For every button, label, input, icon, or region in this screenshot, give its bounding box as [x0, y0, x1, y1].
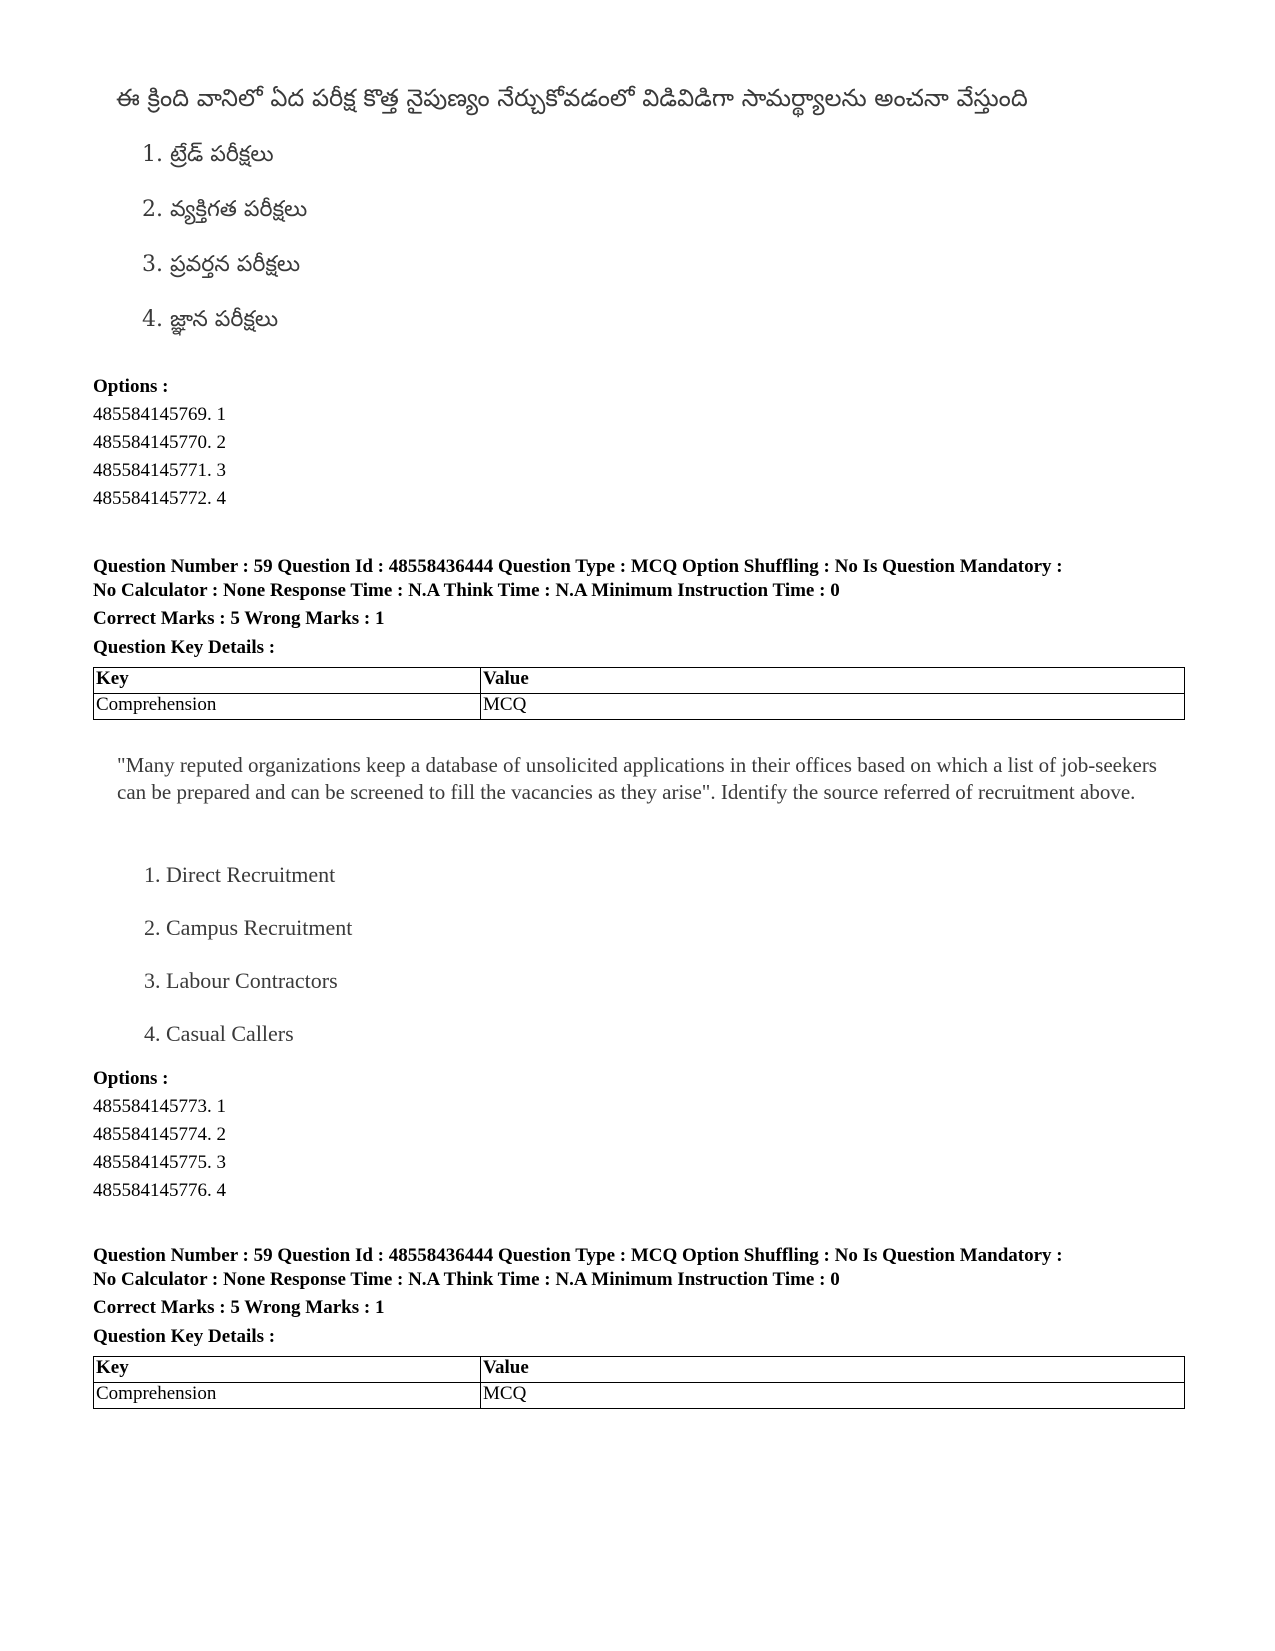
image-option-1: 1. Direct Recruitment: [144, 862, 336, 887]
key-details-label: Question Key Details :: [93, 636, 276, 658]
image-option-3: 3. Labour Contractors: [144, 968, 338, 993]
header-value: Value: [481, 668, 1185, 694]
question-image-english: [117, 752, 1177, 1052]
question-meta-line-2: No Calculator : None Response Time : N.A Think Time : N.A Minimum Instruction Time : 0: [93, 579, 840, 601]
question-text: "Many reputed organizations keep a database of unsolicited applications in their offices based on which a list of job-seekers can be prepared and can be screened to fill the vacancies as they arise". Identify the source referred of recruitment above.: [117, 753, 1157, 804]
question-meta-line-2: No Calculator : None Response Time : N.A Think Time : N.A Minimum Instruction Time : 0: [93, 1268, 840, 1290]
header-key: Key: [94, 1357, 481, 1383]
question-meta-line-1: Question Number : 59 Question Id : 48558436444 Question Type : MCQ Option Shuffling : No Is Question Mandatory :: [93, 1245, 1063, 1266]
question-key-table: [93, 667, 1185, 720]
question-meta: [93, 555, 1193, 659]
key-details-label: Question Key Details :: [93, 1325, 276, 1347]
option-item: 485584145775. 3: [93, 1152, 226, 1173]
marks-line: Correct Marks : 5 Wrong Marks : 1: [93, 608, 385, 629]
question-text: ఈ క్రింది వానిలో ఏద పరీక్ష కొత్త నైపుణ్యం నేర్చుకోవడంలో విడివిడిగా సామర్థ్యాలను అంచనా వేస్తుంది: [116, 84, 1028, 112]
cell-key: Comprehension: [94, 1383, 481, 1409]
option-item: 485584145772. 4: [93, 488, 226, 509]
image-option-4: 4. జ్ఞాన పరీక్షలు: [142, 307, 279, 332]
cell-key: Comprehension: [94, 694, 481, 720]
option-item: 485584145771. 3: [93, 460, 226, 481]
option-item: 485584145774. 2: [93, 1124, 226, 1145]
image-option-1: 1. ట్రేడ్ పరీక్షలు: [142, 142, 274, 167]
question-key-table: [93, 1356, 1185, 1409]
option-item: 485584145776. 4: [93, 1180, 226, 1201]
marks-line: Correct Marks : 5 Wrong Marks : 1: [93, 1297, 385, 1318]
option-item: 485584145770. 2: [93, 432, 226, 453]
table-row: [94, 694, 1185, 720]
question-meta-line-1: Question Number : 59 Question Id : 48558436444 Question Type : MCQ Option Shuffling : No Is Question Mandatory :: [93, 556, 1063, 577]
options-list: [93, 373, 226, 513]
option-item: 485584145769. 1: [93, 404, 226, 425]
question-meta: [93, 1244, 1193, 1348]
options-label: Options :: [93, 376, 169, 397]
table-header-row: [94, 668, 1185, 694]
cell-value: MCQ: [481, 694, 1185, 720]
image-option-2: 2. వ్యక్తిగత పరీక్షలు: [142, 197, 308, 222]
image-option-3: 3. ప్రవర్తన పరీక్షలు: [142, 252, 301, 277]
table-header-row: [94, 1357, 1185, 1383]
image-option-4: 4. Casual Callers: [144, 1021, 294, 1046]
cell-value: MCQ: [481, 1383, 1185, 1409]
table-row: [94, 1383, 1185, 1409]
header-value: Value: [481, 1357, 1185, 1383]
question-image-telugu: [116, 84, 1166, 354]
header-key: Key: [94, 668, 481, 694]
options-label: Options :: [93, 1068, 169, 1089]
options-list: [93, 1065, 226, 1205]
option-item: 485584145773. 1: [93, 1096, 226, 1117]
image-option-2: 2. Campus Recruitment: [144, 915, 353, 940]
